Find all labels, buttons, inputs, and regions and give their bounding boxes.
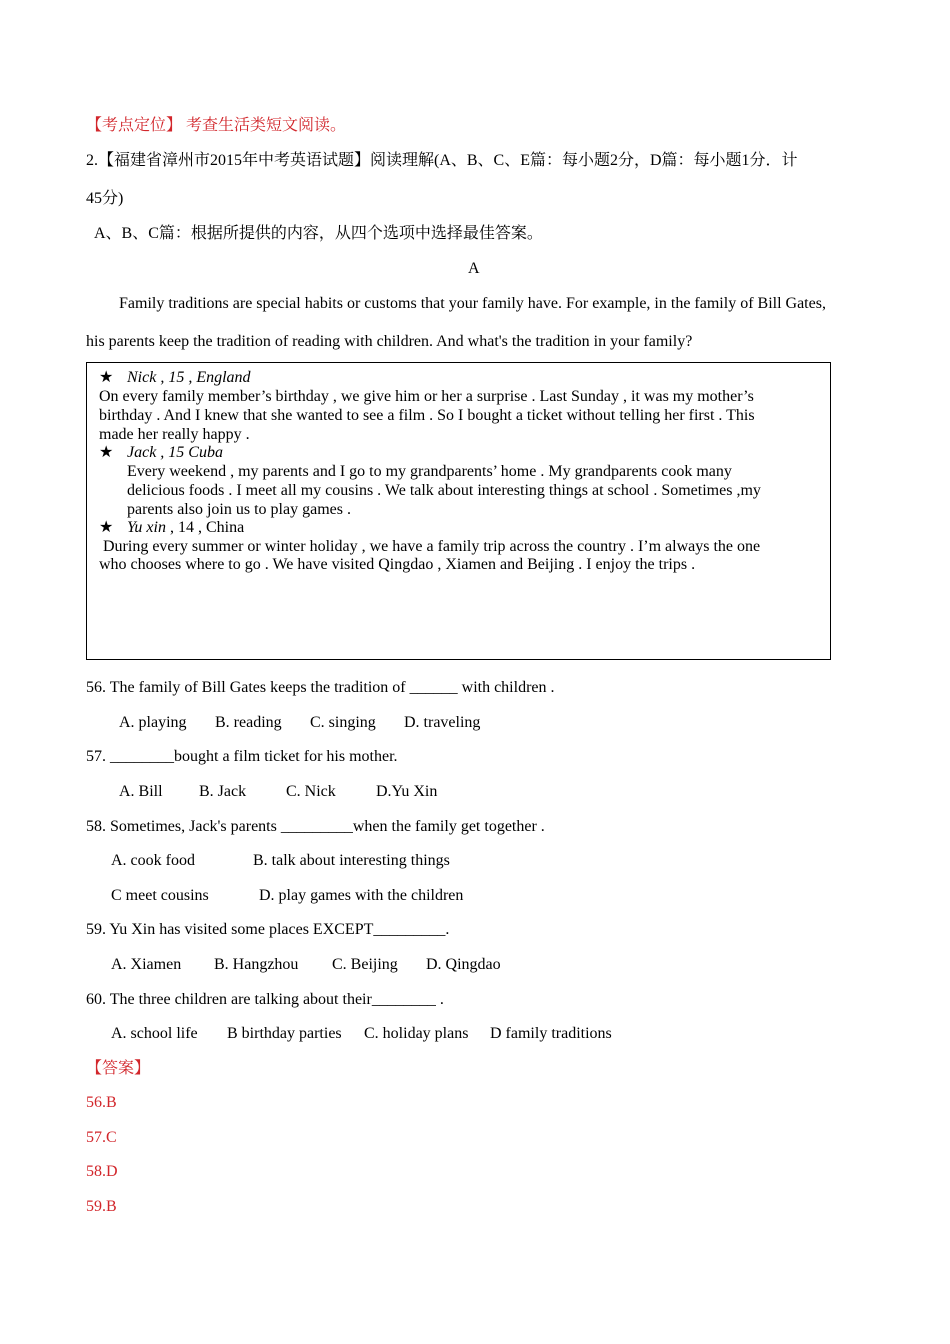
answer-59: 59.B xyxy=(86,1198,117,1215)
question-56-stem: 56. The family of Bill Gates keeps the tradition of ______ with children . xyxy=(86,679,555,696)
entry-name: Jack , 15 Cuba xyxy=(127,444,223,461)
option: D. play games with the children xyxy=(259,887,464,904)
answer-58: 58.D xyxy=(86,1163,118,1180)
option: B. talk about interesting things xyxy=(253,852,450,869)
star-icon: ★ xyxy=(99,369,114,386)
answer-label: 【答案】 xyxy=(86,1060,151,1077)
entry-line: made her really happy . xyxy=(99,426,250,443)
entry-line: birthday . And I knew that she wanted to see a film . So I bought a ticket without telling her first . This xyxy=(99,407,755,424)
option: B birthday parties xyxy=(227,1025,342,1042)
reading-passage-box xyxy=(86,362,831,660)
entry-jack-header xyxy=(99,444,223,462)
question-56-options xyxy=(119,713,480,733)
option: C. singing xyxy=(310,714,376,731)
question-58-options-row2 xyxy=(111,886,463,906)
entry-name-rest: , 14 , China xyxy=(165,519,245,536)
option: D family traditions xyxy=(490,1025,612,1042)
option: A. cook food xyxy=(111,852,195,869)
question-60-options xyxy=(111,1024,612,1044)
option: D.Yu Xin xyxy=(376,783,438,800)
option: C. holiday plans xyxy=(364,1025,469,1042)
option: B. Hangzhou xyxy=(214,956,299,973)
entry-nick-header xyxy=(99,369,251,387)
entry-line: who chooses where to go . We have visited Qingdao , Xiamen and Beijing . I enjoy the trips . xyxy=(99,556,696,573)
entry-line: During every summer or winter holiday , we have a family trip across the country . I’m always the one xyxy=(99,538,761,555)
answer-57: 57.C xyxy=(86,1129,117,1146)
option: A. school life xyxy=(111,1025,198,1042)
question-header-line-2: 45分) xyxy=(86,190,124,207)
entry-line: parents also join us to play games . xyxy=(127,501,351,518)
question-60-stem: 60. The three children are talking about their________ . xyxy=(86,991,444,1008)
entry-line: Every weekend , my parents and I go to my grandparents’ home . My grandparents cook many xyxy=(127,463,732,480)
exam-point-note: 【考点定位】 考查生活类短文阅读。 xyxy=(86,117,347,134)
option: A. Xiamen xyxy=(111,956,182,973)
option: C. Nick xyxy=(286,783,336,800)
option: C. Beijing xyxy=(332,956,398,973)
option: B. Jack xyxy=(199,783,247,800)
intro-line-2: his parents keep the tradition of reading with children. And what's the tradition in your family? xyxy=(86,333,693,350)
star-icon: ★ xyxy=(99,519,114,536)
option: D. Qingdao xyxy=(426,956,501,973)
entry-line: On every family member’s birthday , we give him or her a surprise . Last Sunday , it was my mother’s xyxy=(99,388,754,405)
entry-name: Yu xin xyxy=(127,519,166,536)
intro-line-1: Family traditions are special habits or customs that your family have. For example, in the family of Bill Gates, xyxy=(119,295,826,312)
question-58-options-row1 xyxy=(111,851,450,871)
entry-line: delicious foods . I meet all my cousins . We talk about interesting things at school . Sometimes ,my xyxy=(127,482,761,499)
entry-name: Nick , 15 , England xyxy=(127,369,251,386)
option: A. playing xyxy=(119,714,187,731)
answer-56: 56.B xyxy=(86,1094,117,1111)
question-header-line-1: 2.【福建省漳州市2015年中考英语试题】阅读理解(A、B、C、E篇：每小题2分，D篇：每小题1分．计 xyxy=(86,152,798,169)
section-label: A xyxy=(468,260,480,277)
star-icon: ★ xyxy=(99,444,114,461)
question-59-options xyxy=(111,955,501,975)
entry-yuxin-header xyxy=(99,519,244,537)
option: A. Bill xyxy=(119,783,163,800)
question-59-stem: 59. Yu Xin has visited some places EXCEPT_________. xyxy=(86,921,450,938)
question-57-stem: 57. ________bought a film ticket for his mother. xyxy=(86,748,398,765)
instruction: A、B、C篇：根据所提供的内容，从四个选项中选择最佳答案。 xyxy=(94,225,543,242)
option: D. traveling xyxy=(404,714,481,731)
question-58-stem: 58. Sometimes, Jack's parents _________when the family get together . xyxy=(86,818,545,835)
option: C meet cousins xyxy=(111,887,209,904)
option: B. reading xyxy=(215,714,282,731)
question-57-options xyxy=(119,782,437,802)
